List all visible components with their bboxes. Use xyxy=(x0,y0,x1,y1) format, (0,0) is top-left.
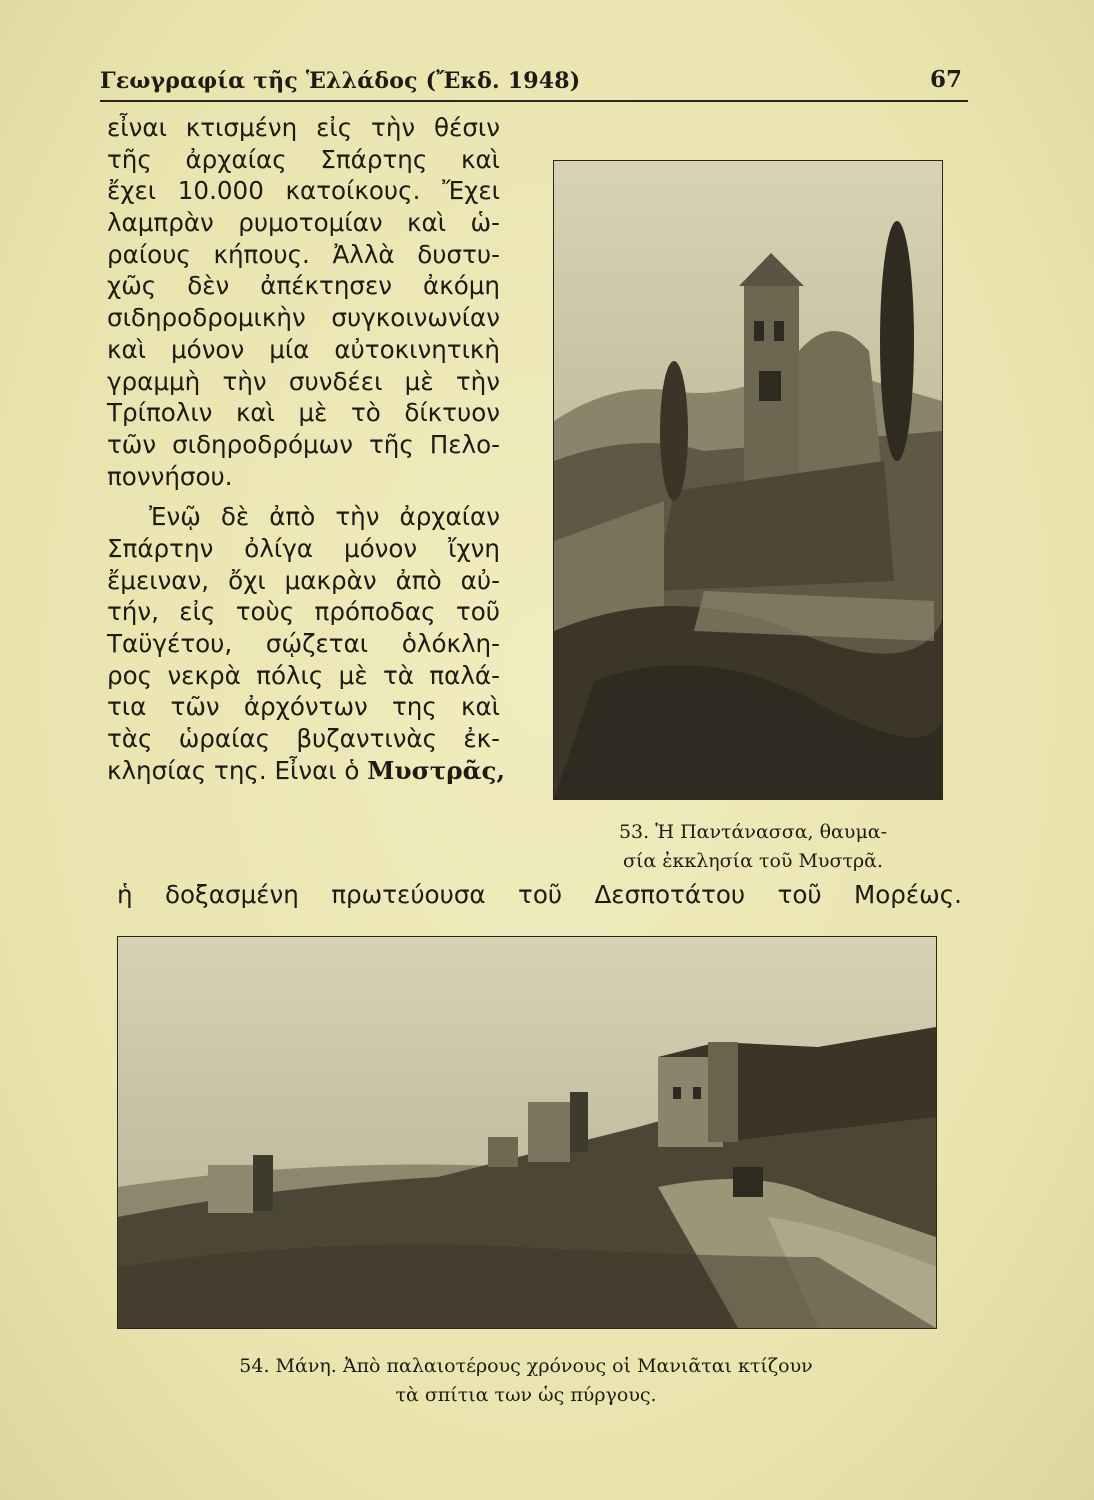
text-line: τῆς ἀρχαίας Σπάρτης καὶ xyxy=(107,144,500,174)
pantanassa-photo xyxy=(553,160,943,800)
text-line-mystras xyxy=(107,755,506,787)
caption-line: 53. Ἡ Παντάνασσα, θαυμα- xyxy=(618,821,888,843)
text-line: σιδηροδρομικὴν συγκοινωνίαν xyxy=(107,303,500,333)
text-line: τήν, εἰς τοὺς πρόποδας τοῦ xyxy=(107,597,500,627)
caption-line: τὰ σπίτια των ὡς πύργους. xyxy=(395,1384,657,1406)
text-line: Τρίπολιν καὶ μὲ τὸ δίκτυον xyxy=(107,398,500,428)
figure-54-caption xyxy=(117,1352,935,1410)
text-line: ἔχει 10.000 κατοίκους. Ἔχει xyxy=(107,176,500,206)
text-line: Ἐνῷ δὲ ἀπὸ τὴν ἀρχαίαν xyxy=(149,502,500,532)
running-header xyxy=(100,66,968,98)
figure-53-caption xyxy=(563,818,943,876)
caption-line: σία ἐκκλησία τοῦ Μυστρᾶ. xyxy=(622,850,884,872)
caption-line: 54. Μάνη. Ἀπὸ παλαιοτέρους χρόνους οἱ Μανιᾶται κτίζουν xyxy=(239,1355,813,1377)
text-line: Ταϋγέτου, σῴζεται ὁλόκλη- xyxy=(107,629,500,658)
full-width-line: ἡ δοξασμένη πρωτεύουσα τοῦ Δεσποτάτου τοῦ Μορέως. xyxy=(117,880,962,909)
text-line: ραίους κήπους. Ἀλλὰ δυστυ- xyxy=(107,239,500,269)
text-line: τὰς ὡραίας βυζαντινὰς ἐκ- xyxy=(107,724,500,754)
text-line: τια τῶν ἀρχόντων της καὶ xyxy=(107,692,500,722)
text-line: Σπάρτην ὀλίγα μόνον ἴχνη xyxy=(107,533,500,563)
book-title: Γεωγραφία τῆς Ἑλλάδος (Ἔκδ. 1948) xyxy=(100,68,581,94)
mystras-bold: Μυστρᾶς, xyxy=(367,755,506,785)
text-line: καὶ μόνον μία αὐτοκινητικὴ xyxy=(107,334,500,364)
text-fragment: κλησίας της. Εἶναι ὁ xyxy=(107,755,368,785)
text-line: ρος νεκρὰ πόλις μὲ τὰ παλά- xyxy=(107,660,500,690)
header-rule xyxy=(100,100,968,102)
text-line: τῶν σιδηροδρόμων τῆς Πελο- xyxy=(107,429,500,459)
text-line: ποννήσου. xyxy=(107,461,233,491)
text-line: γραμμὴ τὴν συνδέει μὲ τὴν xyxy=(107,366,500,396)
text-line: εἶναι κτισμένη εἰς τὴν θέσιν xyxy=(107,113,500,142)
page-number: 67 xyxy=(929,66,962,93)
mani-towers-photo xyxy=(117,936,937,1329)
text-line: ἔμειναν, ὄχι μακρὰν ἀπὸ αὐ- xyxy=(107,565,500,595)
text-line: λαμπρὰν ρυμοτομίαν καὶ ὡ- xyxy=(107,208,500,238)
text-column xyxy=(107,112,506,786)
text-line: χῶς δὲν ἀπέκτησεν ἀκόμη xyxy=(107,271,500,301)
